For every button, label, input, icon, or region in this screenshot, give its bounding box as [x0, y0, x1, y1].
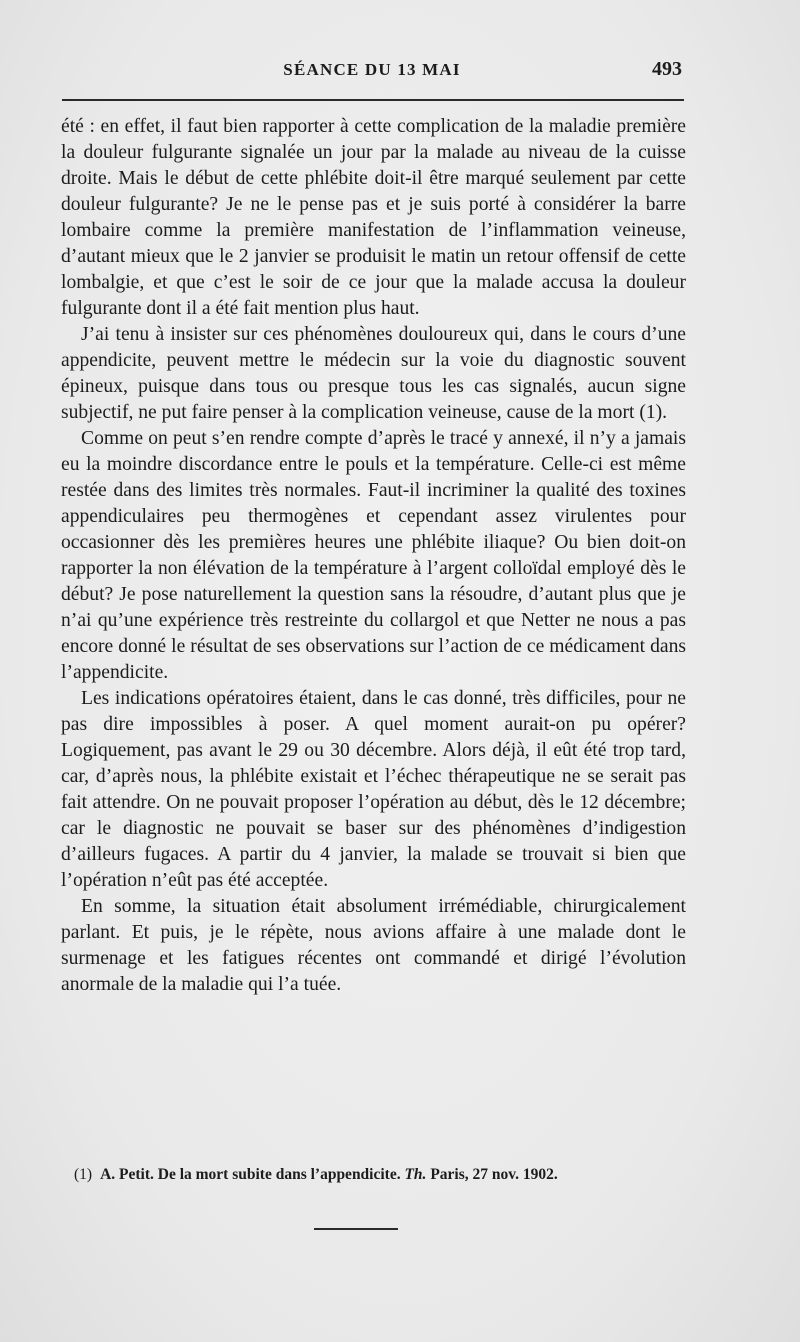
paragraph: été : en effet, il faut bien rapporter à cette complication de la maladie première la douleur fulgurante signalée un jour par la malade au niveau de la cuisse droite. Mais le début de cette phlébite doit-il être marqué seulement par cette douleur fulgurante? Je ne le pense pas et je suis porté à considérer la barre lombaire comme la première manifestation de l’inflammation veineuse, d’autant mieux que le 2 janvier se produisit le matin un retour offensif de cette lombalgie, et que c’est le soir de ce jour que la malade accusa la douleur fulgurante dont il a été fait mention plus haut. — [61, 116, 686, 319]
footnote-journal: Th. — [404, 1166, 427, 1183]
running-head: SÉANCE DU 13 MAI — [283, 60, 461, 79]
paragraph: Les indications opératoires étaient, dans le cas donné, très difficiles, pour ne pas dire impossibles à poser. A quel moment aurait-on pu opérer? Logiquement, pas avant le 29 ou 30 décembre. Alors déjà, il eût été trop tard, car, d’après nous, la phlébite existait et l’échec thérapeutique ne se serait pas fait attendre. On ne pouvait proposer l’opération au début, dès le 12 décembre; car le diagnostic ne pouvait se baser sur des phénomènes d’indigestion d’ailleurs fugaces. A partir du 4 janvier, la malade se trouvait si bien que l’opération n’eût pas été acceptée. — [61, 688, 686, 891]
header-rule — [62, 99, 684, 101]
paragraph: J’ai tenu à insister sur ces phénomènes douloureux qui, dans le cours d’une appendicite, peuvent mettre le médecin sur la voie du diagnostic souvent épineux, puisque dans tous ou presque tous les cas signalés, aucun signe subjectif, ne put faire penser à la complication veineuse, cause de la mort (1). — [61, 324, 686, 423]
footnote-citation: Paris, 27 nov. 1902. — [430, 1166, 558, 1183]
body-text — [61, 114, 686, 998]
footnote-text: A. Petit. De la mort subite dans l’appendicite. — [100, 1166, 401, 1183]
page-number: 493 — [652, 58, 682, 80]
footnote-mark: (1) — [74, 1166, 93, 1183]
paragraph: En somme, la situation était absolument irrémédiable, chirurgicalement parlant. Et puis, je le répète, nous avions affaire à une malade dont le surmenage et les fatigues récentes ont commandé et dirigé l’évolution anormale de la maladie qui l’a tuée. — [61, 896, 686, 995]
page-header — [60, 58, 684, 88]
paragraph: Comme on peut s’en rendre compte d’après le tracé y annexé, il n’y a jamais eu la moindre discordance entre le pouls et la température. Celle-ci est même restée dans des limites très normales. Faut-il incriminer la qualité des toxines appendiculaires peu thermogènes et cependant assez virulentes pour occasionner dès les premières heures une phlébite iliaque? Ou bien doit-on rapporter la non élévation de la température à l’argent colloïdal employé dès le début? Je pose naturellement la question sans la résoudre, d’autant plus que je n’ai qu’une expérience très restreinte du collargol et que Netter ne nous a pas encore donné le résultat de ses observations sur l’action de ce médicament dans l’appendicite. — [61, 428, 686, 683]
footnote — [74, 1165, 684, 1185]
footer-rule — [314, 1228, 398, 1230]
